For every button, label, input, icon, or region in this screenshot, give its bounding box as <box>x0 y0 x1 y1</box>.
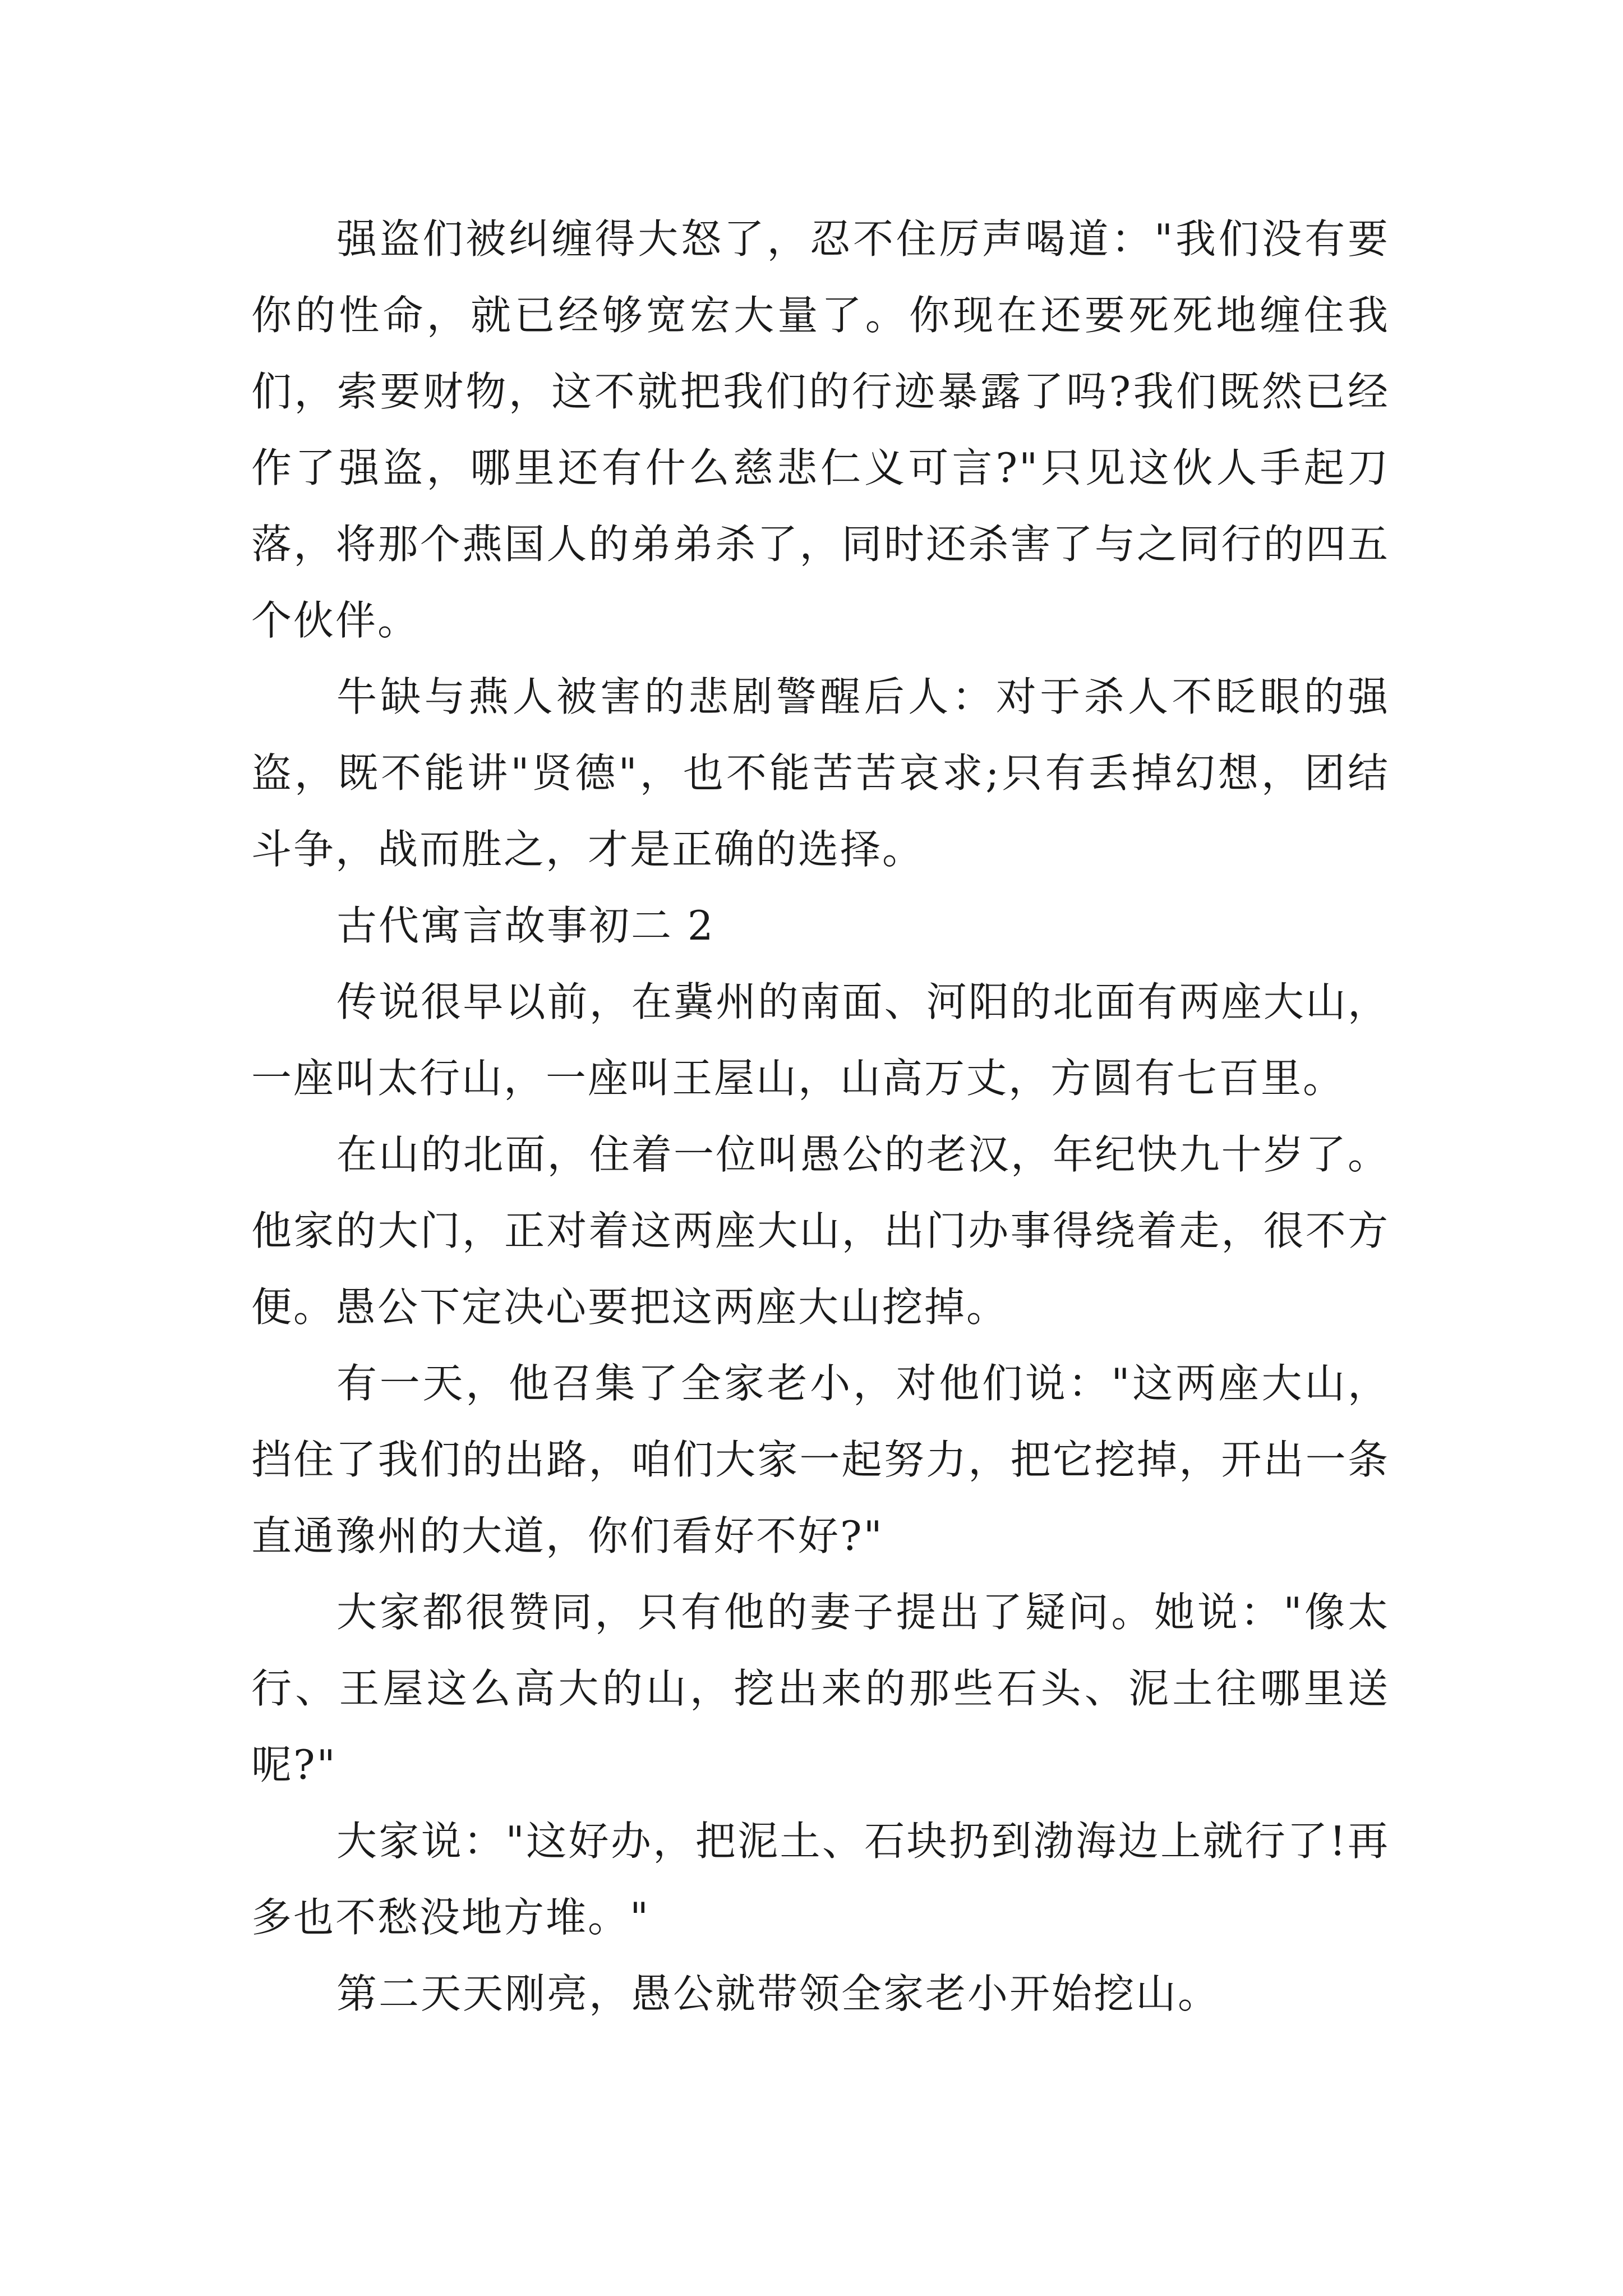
paragraph-start-digging: 第二天天刚亮，愚公就带领全家老小开始挖山。 <box>336 1970 1220 2017</box>
paragraph-wife-question: 大家都很赞同，只有他的妻子提出了疑问。她说："像太行、王屋这么高大的山，挖出来的那些石头、泥土往哪里送呢?" <box>251 1589 1390 1788</box>
section-heading: 古代寓言故事初二 2 <box>336 902 715 949</box>
paragraph-family-meeting: 有一天，他召集了全家老小，对他们说："这两座大山，挡住了我们的出路，咱们大家一起努力，把它挖掉，开出一条直通豫州的大道，你们看好不好?" <box>251 1360 1390 1559</box>
paragraph-two-mountains: 传说很早以前，在冀州的南面、河阳的北面有两座大山，一座叫太行山，一座叫王屋山，山高万丈，方圆有七百里。 <box>251 978 1390 1102</box>
article-body <box>251 201 1390 2032</box>
paragraph-yugong-intro: 在山的北面，住着一位叫愚公的老汉，年纪快九十岁了。他家的大门，正对着这两座大山，出门办事得绕着走，很不方便。愚公下定决心要把这两座大山挖掉。 <box>251 1131 1390 1331</box>
paragraph-robbers-shout: 强盗们被纠缠得大怒了，忍不住厉声喝道："我们没有要你的性命，就已经够宽宏大量了。你现在还要死死地缠住我们，索要财物，这不就把我们的行迹暴露了吗?我们既然已经作了强盗，哪里还有什么慈悲仁义可言?"只见这伙人手起刀落，将那个燕国人的弟弟杀了，同时还杀害了与之同行的四五个伙伴。 <box>251 215 1390 644</box>
paragraph-moral: 牛缺与燕人被害的悲剧警醒后人：对于杀人不眨眼的强盗，既不能讲"贤德"，也不能苦苦哀求;只有丢掉幻想，团结斗争，战而胜之，才是正确的选择。 <box>251 673 1390 873</box>
paragraph-family-answer: 大家说："这好办，把泥土、石块扔到渤海边上就行了!再多也不愁没地方堆。" <box>251 1818 1390 1941</box>
